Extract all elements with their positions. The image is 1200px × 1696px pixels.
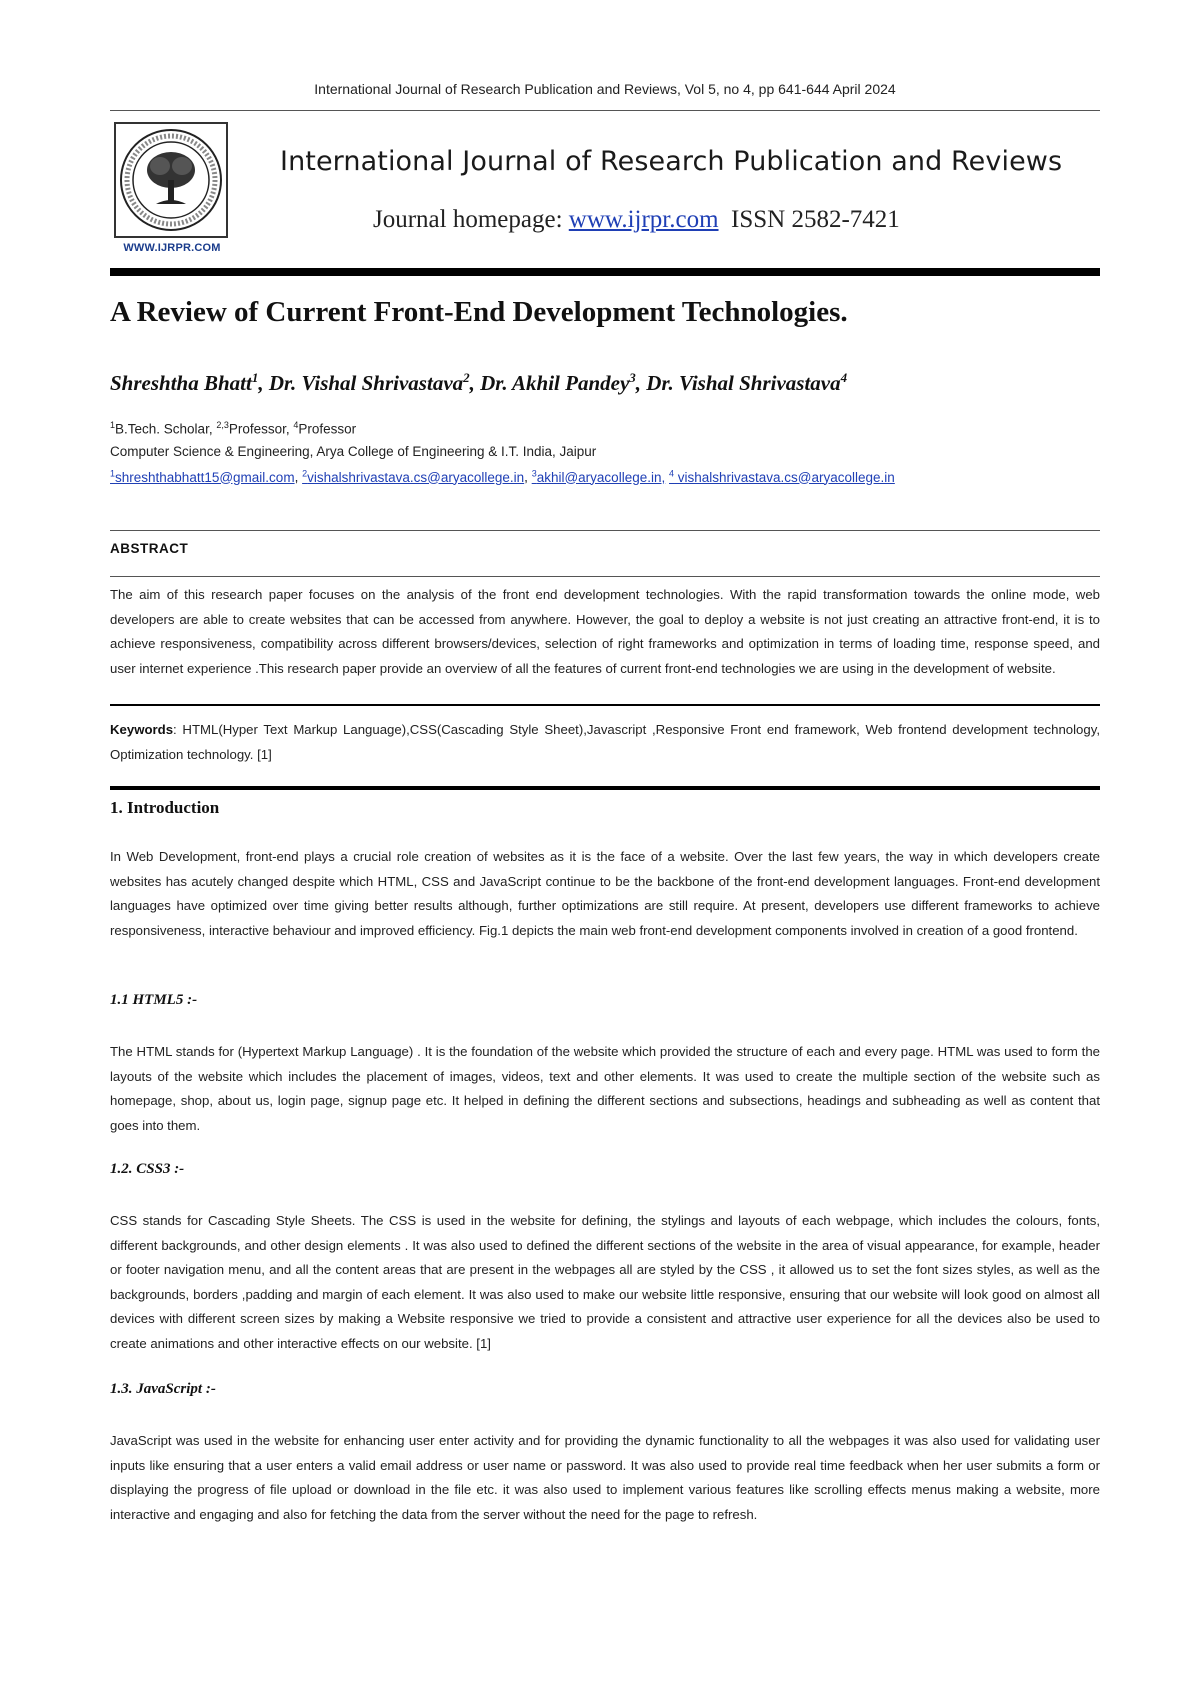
- author-4: Dr. Vishal Shrivastava: [646, 371, 841, 395]
- journal-logo: [110, 118, 234, 262]
- keywords-label: Keywords: [110, 722, 174, 737]
- subsection-heading-css: 1.2. CSS3 :-: [110, 1161, 185, 1177]
- email-3[interactable]: $^3$akhil@aryacollege.in,: [531, 468, 666, 485]
- abstract-top-rule: [110, 530, 1100, 531]
- keywords-text: : HTML(Hyper Text Markup Language),CSS(Cascading Style Sheet),Javascript ,Responsive Front end framework, Web frontend development technology, Optimization technology. [1]: [110, 722, 1100, 762]
- author-list: Shreshtha Bhatt$^1$, Dr. Vishal Shrivastava$^2$, Dr. Akhil Pandey$^3$, Dr. Vishal Shrivastava$^4$: [110, 370, 848, 395]
- homepage-link[interactable]: www.ijrpr.com: [568, 206, 719, 233]
- affiliation-roles: [110, 420, 356, 437]
- role-2: Professor,: [228, 421, 294, 437]
- css-paragraph: CSS stands for Cascading Style Sheets. The CSS is used in the website for defining, the stylings and layouts of each webpage, which includes the colours, fonts, different backgrounds, and other design elements . It was also used to defined the different sections of the website in the area of visual appearance, for example, header or footer navigation menu, and all the content areas that are present in the webpages all are styled by the CSS , it allowed us to set the font sizes styles, as well as the backgrounds, borders ,padding and margin of each element. It was also used to make our website little responsive, ensuring that our website will look good on almost all devices with different screen sizes by making a Website responsive we tried to provide a consistent and attractive user experience for all the devices also be used to create animations and other interactive effects on our website. [1]: [110, 1213, 1100, 1351]
- section-heading-introduction: 1. Introduction: [110, 798, 220, 817]
- affiliation-institution: Computer Science & Engineering, Arya College of Engineering & I.T. India, Jaipur: [110, 444, 597, 459]
- role-sup-3: 4: [293, 420, 299, 430]
- author-2-sup: 2: [463, 370, 470, 385]
- role-3: Professor: [298, 421, 357, 437]
- logo-url-text: WWW.IJRPR.COM: [123, 242, 221, 254]
- email-1[interactable]: $^1$shreshthabhatt15@gmail.com: [110, 468, 295, 485]
- intro-paragraph: In Web Development, front-end plays a crucial role creation of websites as it is the face of a website. Over the last few years, the way in which developers create websites has acutely changed despite which HTML, CSS and JavaScript continue to be the backbone of the front-end development languages. Front-end development languages have optimized over time giving better results although, further optimizations are still require. At present, developers use different frameworks to achieve responsiveness, interactive behaviour and improved efficiency. Fig.1 depicts the main web front-end development components involved in creation of a good frontend.: [110, 849, 1100, 938]
- subsection-heading-javascript: 1.3. JavaScript :-: [110, 1381, 216, 1397]
- homepage-label: Journal homepage:: [373, 206, 569, 233]
- abstract-head-rule: [110, 576, 1100, 577]
- tree-seal-logo-icon: [116, 124, 226, 236]
- issn: ISSN 2582-7421: [731, 206, 900, 233]
- javascript-paragraph: JavaScript was used in the website for enhancing user enter activity and for providing the dynamic functionality to all the webpages it was also used for validating user inputs like ensuring that a user enters a valid email address or user name or password. It was also used to provide real time feedback when her user submits a form or displaying the progress of file upload or download in the file etc. it was also used to implement various features like scrolling effects menus making a website, more interactive and engaging and also for fetching the data from the server without the need for the page to refresh.: [110, 1433, 1100, 1522]
- abstract-heading: ABSTRACT: [110, 541, 189, 556]
- abstract-bottom-rule: [110, 704, 1100, 706]
- role-sup-2: 2,3: [216, 420, 229, 430]
- header-rule: [110, 110, 1100, 111]
- email-2[interactable]: $^2$vishalshrivastava.cs@aryacollege.in: [302, 468, 525, 485]
- keywords-rule: [110, 786, 1100, 790]
- email-4[interactable]: $^4$ vishalshrivastava.cs@aryacollege.in: [669, 468, 895, 485]
- author-1-sup: 1: [251, 370, 259, 385]
- journal-homepage-line: [373, 206, 900, 234]
- journal-title: International Journal of Research Publication and Reviews: [280, 146, 1063, 177]
- masthead-rule: [110, 268, 1100, 276]
- role-sup-1: 1: [110, 420, 116, 430]
- keywords: [110, 718, 1100, 767]
- abstract-text: The aim of this research paper focuses on the analysis of the front end development technologies. With the rapid transformation towards the online mode, web developers are able to create websites that can be accessed from anywhere. However, the goal to deploy a website is not just creating an attractive front-end, it is to achieve responsiveness, compatibility across different browsers/devices, selection of right frameworks and optimization in terms of loading time, response speed, and user internet experience .This research paper provide an overview of all the features of current front-end technologies we are using in the development of website.: [110, 587, 1100, 676]
- author-1: Shreshtha Bhatt: [110, 371, 252, 395]
- logo-frame: [114, 122, 228, 238]
- html-paragraph: The HTML stands for (Hypertext Markup Language) . It is the foundation of the website which provided the structure of each and every page. HTML was used to form the layouts of the website which includes the placement of images, videos, text and other elements. It was used to create the multiple section of the website such as homepage, shop, about us, login page, signup page etc. It helped in defining the different sections and subsections, headings and subheading as well as content that goes into them.: [110, 1044, 1100, 1133]
- paper-title: A Review of Current Front-End Development Technologies.: [110, 296, 848, 328]
- author-emails: $^1$shreshthabhatt15@gmail.com, $^2$vishalshrivastava.cs@aryacollege.in, $^3$akhil@aryacollege.in, $^4$ vishalshrivastava.cs@aryacollege.in: [110, 468, 895, 485]
- role-1: B.Tech. Scholar,: [115, 421, 217, 437]
- author-4-sup: 4: [840, 370, 848, 385]
- author-3: Dr. Akhil Pandey: [480, 371, 630, 395]
- subsection-heading-html: 1.1 HTML5 :-: [110, 992, 198, 1008]
- running-head: International Journal of Research Publication and Reviews, Vol 5, no 4, pp 641-644 April 2024: [314, 81, 896, 97]
- author-2: Dr. Vishal Shrivastava: [268, 371, 464, 395]
- author-3-sup: 3: [629, 370, 636, 385]
